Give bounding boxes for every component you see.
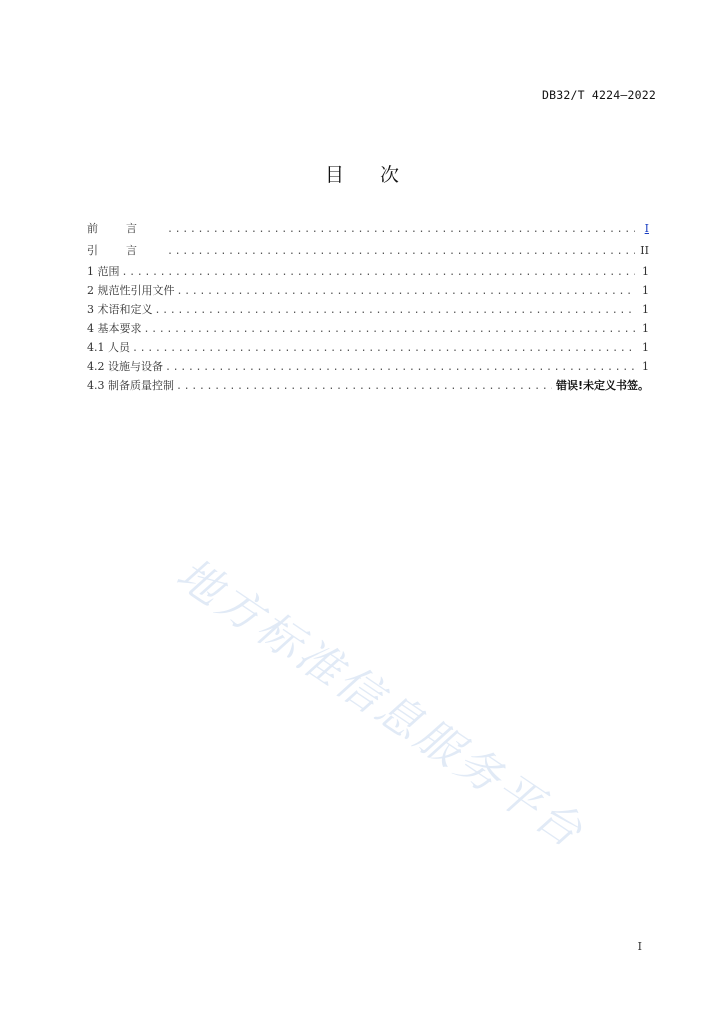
toc-entry-normative-references[interactable]	[87, 281, 649, 300]
toc-leader-dots	[176, 377, 552, 395]
toc-leader-dots	[167, 219, 635, 240]
toc-entry-label: 2 规范性引用文件	[87, 284, 175, 297]
toc-page-number: II	[640, 244, 649, 257]
toc-leader-dots	[144, 320, 636, 338]
toc-leader-dots	[132, 339, 635, 357]
toc-entry-label: 1 范围	[87, 265, 120, 278]
toc-entry-label: 4.3 制备质量控制	[87, 379, 174, 392]
toc-entry-terms-definitions[interactable]	[87, 300, 649, 319]
toc-page-number: 1	[642, 303, 649, 316]
toc-entry-foreword[interactable]	[87, 218, 649, 240]
toc-entry-label: 4.1 人员	[87, 341, 130, 354]
toc-page-link[interactable]: I	[644, 222, 649, 235]
toc-page-number: 1	[642, 360, 649, 373]
toc-page-number: 1	[642, 341, 649, 354]
toc-leader-dots	[122, 263, 636, 281]
toc-entry-basic-requirements[interactable]	[87, 319, 649, 338]
toc-page-number: 1	[642, 322, 649, 335]
toc-leader-dots	[155, 301, 636, 319]
toc-entry-label: 4 基本要求	[87, 322, 142, 335]
toc-entry-label: 前言	[87, 222, 165, 235]
toc-entry-personnel[interactable]	[87, 338, 649, 357]
toc-page-number: 1	[642, 265, 649, 278]
toc-leader-dots	[177, 282, 636, 300]
document-code: DB32/T 4224—2022	[542, 88, 656, 102]
toc-page-number: 1	[642, 284, 649, 297]
table-of-contents	[87, 218, 649, 395]
toc-entry-quality-control[interactable]	[87, 376, 649, 395]
toc-entry-label: 4.2 设施与设备	[87, 360, 163, 373]
toc-bookmark-error: 错误!未定义书签。	[555, 379, 649, 392]
toc-leader-dots	[165, 358, 635, 376]
toc-entry-introduction[interactable]	[87, 240, 649, 262]
toc-title: 目次	[324, 164, 435, 186]
toc-entry-label: 引言	[87, 244, 165, 257]
page-number: I	[637, 940, 642, 953]
toc-entry-scope[interactable]	[87, 262, 649, 281]
toc-leader-dots	[167, 241, 635, 262]
watermark: 地方标准信息服务平台	[167, 548, 594, 860]
toc-entry-facilities-equipment[interactable]	[87, 357, 649, 376]
toc-entry-label: 3 术语和定义	[87, 303, 153, 316]
